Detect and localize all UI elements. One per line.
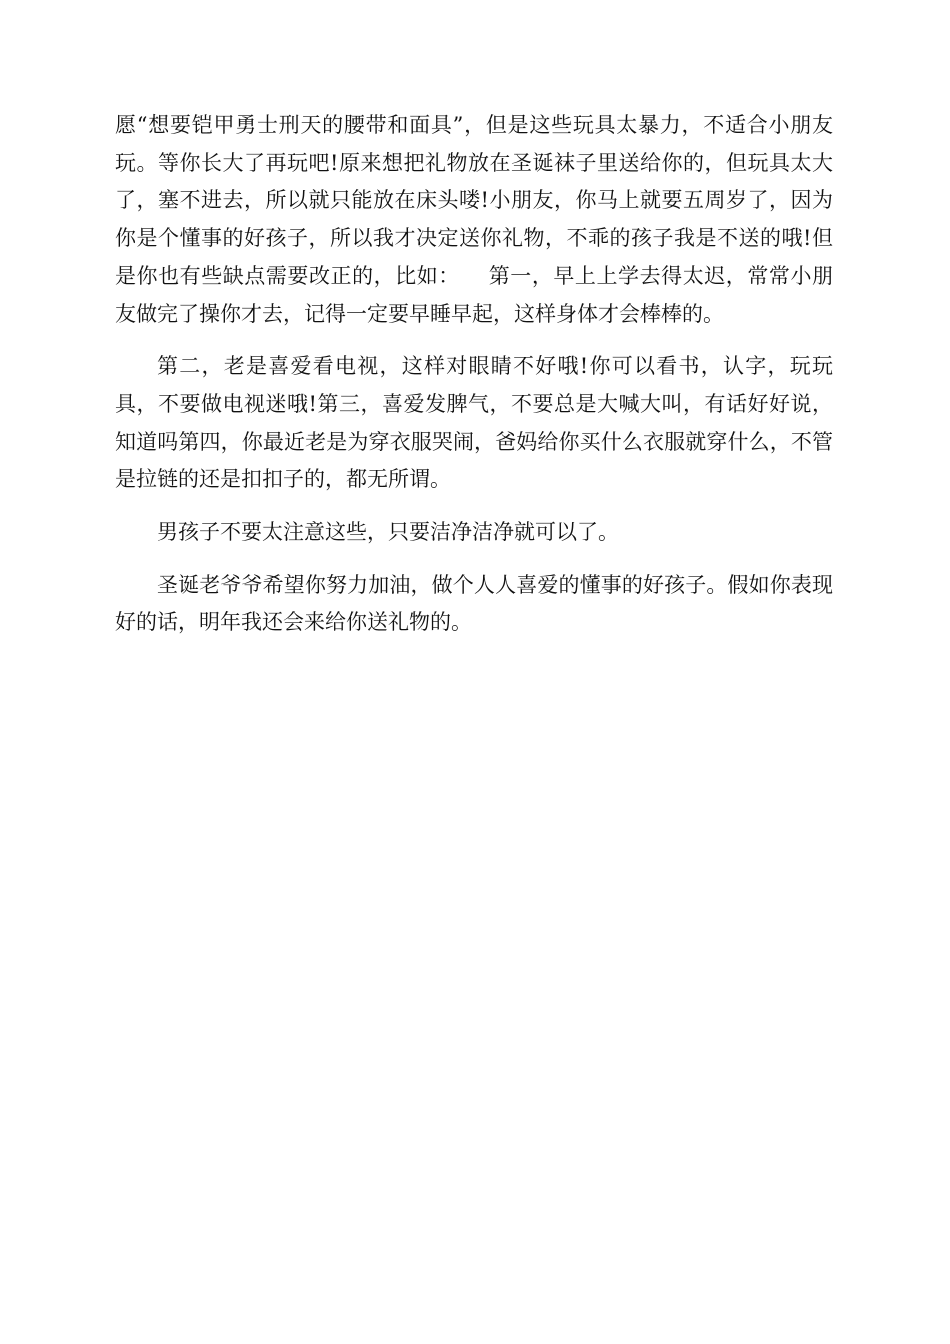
paragraph-1: 愿“想要铠甲勇士刑天的腰带和面具”，但是这些玩具太暴力，不适合小朋友玩。等你长大了再玩吧!原来想把礼物放在圣诞袜子里送给你的，但玩具太大了，塞不进去，所以就只能放在床头喽!小朋友，你马上就要五周岁了，因为你是个懂事的好孩子，所以我才决定送你礼物，不乖的孩子我是不送的哦!但是你也有些缺点需要改正的，比如： 第一，早上上学去得太迟，常常小朋友做完了操你才去，记得一定要早睡早起，这样身体才会棒棒的。 [115,113,833,326]
paragraph-2: 第二，老是喜爱看电视，这样对眼睛不好哦!你可以看书，认字，玩玩具，不要做电视迷哦!第三，喜爱发脾气，不要总是大喊大叫，有话好好说，知道吗第四，你最近老是为穿衣服哭闹，爸妈给你买什么衣服就穿什么，不管是拉链的还是扣扣子的，都无所谓。 [115,354,833,492]
document-body [115,107,833,642]
paragraph-4: 圣诞老爷爷希望你努力加油，做个人人喜爱的懂事的好孩子。假如你表现好的话，明年我还会来给你送礼物的。 [115,572,833,635]
paragraph-3: 男孩子不要太注意这些，只要洁净洁净就可以了。 [157,520,619,545]
